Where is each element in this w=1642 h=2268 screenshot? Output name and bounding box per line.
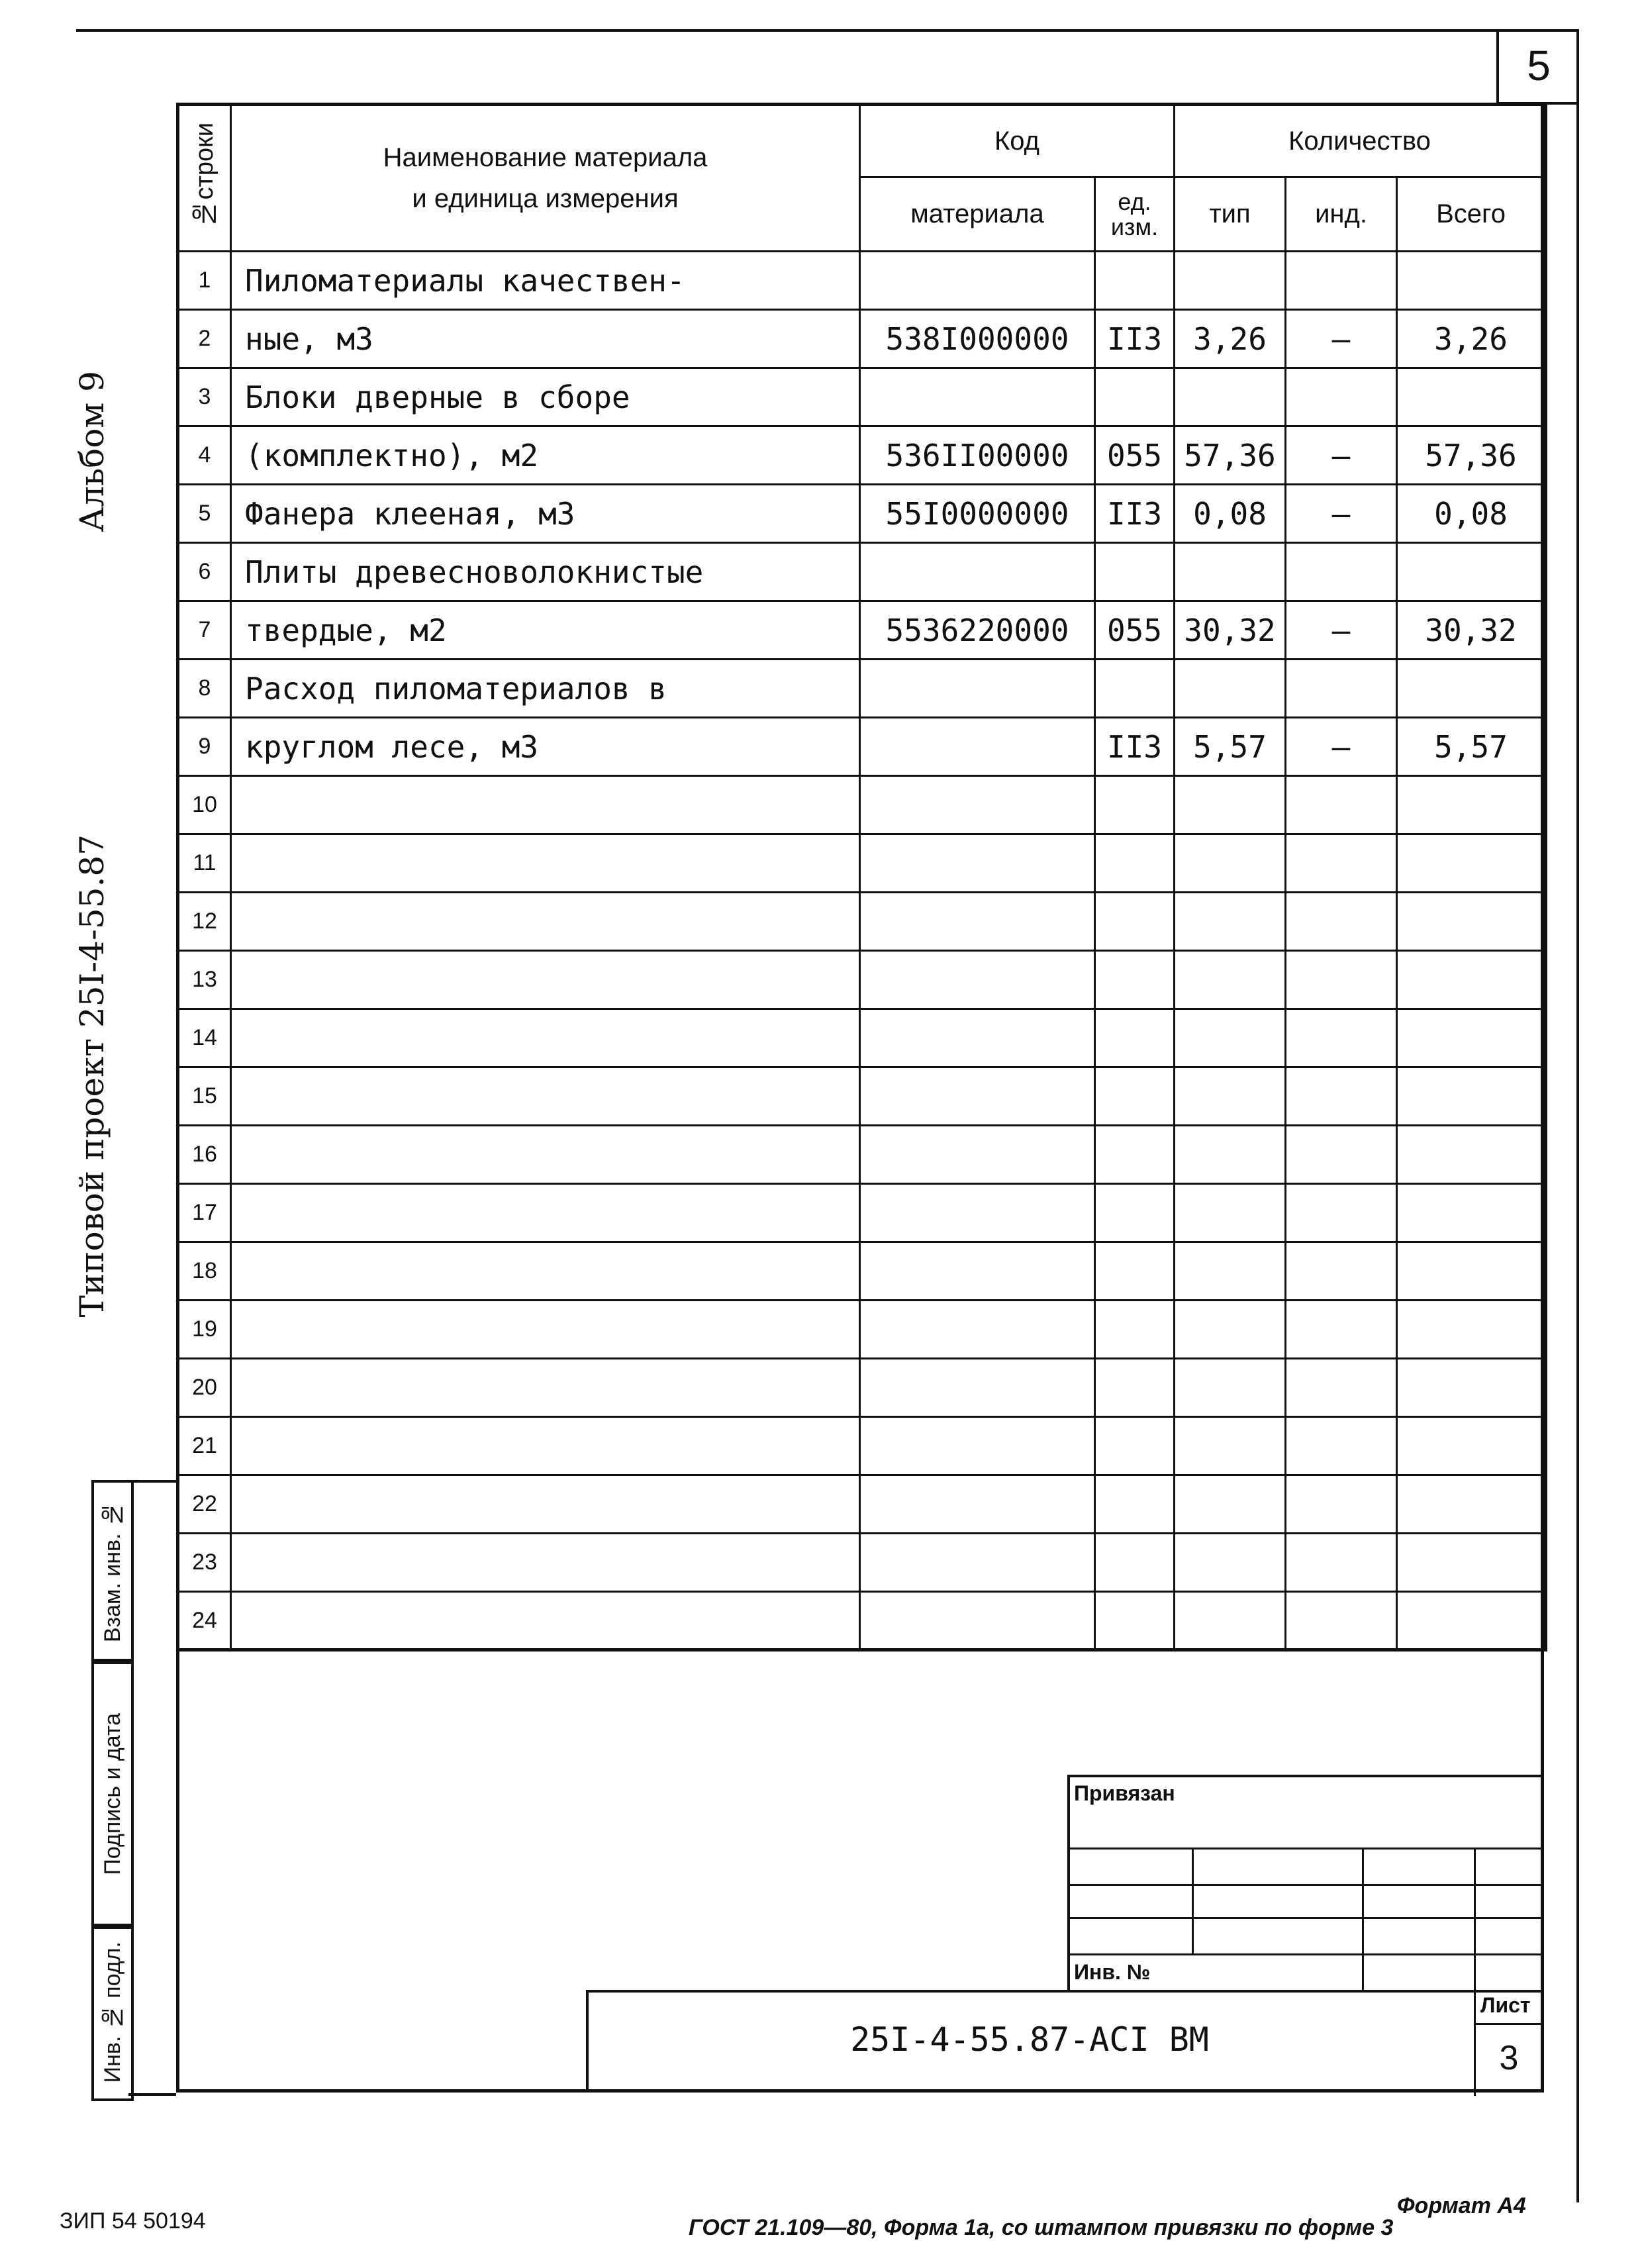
sheet-label: Лист [1480,1993,1531,2017]
header-row-no: №строки [178,105,231,252]
table-row [178,893,1546,951]
row-number-cell: 18 [178,1242,231,1301]
table-row [178,1592,1546,1650]
total-quantity-cell: 5,57 [1397,718,1546,776]
title-block-left-line [586,1990,589,2093]
type-quantity-cell [1175,893,1286,951]
table-row [178,1184,1546,1242]
material-name-cell: (комплектно), м2 [231,426,860,485]
ind-quantity-cell [1286,252,1397,310]
row-number-cell: 20 [178,1359,231,1417]
material-code-cell [860,1359,1095,1417]
table-row [178,1417,1546,1475]
table-row [178,1359,1546,1417]
material-code-cell: 538I000000 [860,310,1095,368]
material-code-cell [860,1592,1095,1650]
total-quantity-cell [1397,660,1546,718]
unit-code-cell [1095,252,1175,310]
total-quantity-cell [1397,1184,1546,1242]
ind-quantity-cell [1286,368,1397,426]
total-quantity-cell [1397,834,1546,893]
header-name: Наименование материала и единица измерения [231,105,860,252]
material-name-cell: твердые, м2 [231,601,860,660]
row-number-cell: 19 [178,1301,231,1359]
row-number-cell: 23 [178,1534,231,1592]
material-name-cell [231,1126,860,1184]
ind-quantity-cell [1286,1359,1397,1417]
material-code-cell [860,893,1095,951]
row-number-cell: 7 [178,601,231,660]
unit-code-cell [1095,1126,1175,1184]
row-number-cell: 24 [178,1592,231,1650]
ind-quantity-cell: – [1286,601,1397,660]
project-label: Типовой проект 25I-4-55.87 [73,834,111,1318]
ind-quantity-cell: – [1286,426,1397,485]
type-quantity-cell [1175,776,1286,834]
table-row [178,1301,1546,1359]
material-name-cell [231,1301,860,1359]
type-quantity-cell [1175,1301,1286,1359]
total-quantity-cell [1397,1592,1546,1650]
total-quantity-cell [1397,1301,1546,1359]
total-quantity-cell [1397,368,1546,426]
material-code-cell [860,543,1095,601]
ind-quantity-cell [1286,1301,1397,1359]
table-row [178,1009,1546,1067]
material-code-cell [860,1475,1095,1534]
type-quantity-cell [1175,1592,1286,1650]
row-number-cell: 13 [178,951,231,1009]
sheet-number: 3 [1499,2038,1519,2077]
material-code-cell [860,1417,1095,1475]
row-number-cell: 5 [178,485,231,543]
unit-code-cell: 055 [1095,601,1175,660]
type-quantity-cell [1175,1475,1286,1534]
unit-code-cell [1095,1592,1175,1650]
ind-quantity-cell [1286,1126,1397,1184]
total-quantity-cell [1397,893,1546,951]
row-number-cell: 6 [178,543,231,601]
table-row [178,601,1546,660]
material-name-cell: Плиты древесноволокнистые [231,543,860,601]
total-quantity-cell [1397,1417,1546,1475]
type-quantity-cell [1175,1242,1286,1301]
material-code-cell: 536II00000 [860,426,1095,485]
stamp-row-line-1 [1067,1848,1544,1849]
ind-quantity-cell: – [1286,485,1397,543]
table-row [178,1475,1546,1534]
row-number-cell: 11 [178,834,231,893]
total-quantity-cell: 0,08 [1397,485,1546,543]
total-quantity-cell [1397,543,1546,601]
material-name-cell [231,1242,860,1301]
bound-label: Привязан [1074,1781,1175,1805]
material-code-cell [860,368,1095,426]
inv-original-field: Инв. № подл. [91,1924,134,2101]
unit-code-cell: II3 [1095,485,1175,543]
signature-date-field: Подпись и дата [91,1659,134,1929]
table-row [178,660,1546,718]
type-quantity-cell [1175,1067,1286,1126]
unit-code-cell [1095,1475,1175,1534]
strip-connector-bottom [128,2093,176,2096]
total-quantity-cell [1397,1009,1546,1067]
type-quantity-cell [1175,1534,1286,1592]
type-quantity-cell: 0,08 [1175,485,1286,543]
ind-quantity-cell [1286,1184,1397,1242]
table-row [178,1126,1546,1184]
material-code-cell [860,1009,1095,1067]
stamp-top-line [1067,1775,1544,1777]
material-code-cell: 5536220000 [860,601,1095,660]
album-label: Альбом 9 [73,371,111,532]
total-quantity-cell [1397,776,1546,834]
material-code-cell [860,951,1095,1009]
stamp-row-line-4 [1067,1953,1544,1955]
total-quantity-cell: 57,36 [1397,426,1546,485]
ind-quantity-cell [1286,1009,1397,1067]
table-row [178,776,1546,834]
stamp-row-line-3 [1067,1917,1544,1919]
material-name-cell [231,951,860,1009]
total-quantity-cell [1397,1475,1546,1534]
materials-table [176,103,1547,1652]
document-code: 25I-4-55.87-АСI ВМ [850,2020,1209,2059]
row-number-cell: 10 [178,776,231,834]
material-name-cell: ные, м3 [231,310,860,368]
row-number-cell: 22 [178,1475,231,1534]
total-quantity-cell [1397,1242,1546,1301]
ind-quantity-cell [1286,1534,1397,1592]
ind-quantity-cell: – [1286,718,1397,776]
row-number-cell: 2 [178,310,231,368]
row-number-cell: 9 [178,718,231,776]
strip-connector-top [128,1480,176,1483]
header-quantity: Количество [1175,105,1546,177]
stamp-col-line-1 [1192,1848,1194,1953]
type-quantity-cell [1175,660,1286,718]
type-quantity-cell [1175,1009,1286,1067]
row-number-cell: 3 [178,368,231,426]
unit-code-cell [1095,1417,1175,1475]
ind-quantity-cell [1286,1417,1397,1475]
unit-code-cell: II3 [1095,718,1175,776]
material-code-cell [860,252,1095,310]
table-row [178,252,1546,310]
table-row [178,1067,1546,1126]
material-name-cell [231,1475,860,1534]
table-row [178,426,1546,485]
material-code-cell [860,718,1095,776]
total-quantity-cell [1397,1126,1546,1184]
material-code-cell [860,1126,1095,1184]
total-quantity-cell [1397,1359,1546,1417]
table-row [178,310,1546,368]
row-number-cell: 4 [178,426,231,485]
material-name-cell [231,1009,860,1067]
ind-quantity-cell [1286,1067,1397,1126]
row-number-cell: 21 [178,1417,231,1475]
total-quantity-cell: 30,32 [1397,601,1546,660]
row-number-cell: 1 [178,252,231,310]
total-quantity-cell: 3,26 [1397,310,1546,368]
inv-no-label: Инв. № [1074,1960,1151,1984]
unit-code-cell [1095,368,1175,426]
ind-quantity-cell [1286,1242,1397,1301]
type-quantity-cell [1175,1126,1286,1184]
material-code-cell [860,1067,1095,1126]
format-label: Формат А4 [1397,2193,1526,2218]
unit-code-cell [1095,543,1175,601]
material-name-cell [231,893,860,951]
type-quantity-cell: 5,57 [1175,718,1286,776]
material-name-cell: Расход пиломатериалов в [231,660,860,718]
header-material: материала [860,177,1095,252]
type-quantity-cell: 30,32 [1175,601,1286,660]
material-name-cell [231,1534,860,1592]
unit-code-cell [1095,776,1175,834]
header-unit: ед. изм. [1095,177,1175,252]
unit-code-cell [1095,1067,1175,1126]
material-name-cell: круглом лесе, м3 [231,718,860,776]
type-quantity-cell [1175,543,1286,601]
ind-quantity-cell [1286,1475,1397,1534]
unit-code-cell [1095,1009,1175,1067]
sheet-divider-line [1474,2023,1544,2025]
material-code-cell [860,1242,1095,1301]
table-row [178,368,1546,426]
row-number-cell: 15 [178,1067,231,1126]
material-name-cell [231,776,860,834]
material-name-cell [231,1592,860,1650]
ind-quantity-cell [1286,776,1397,834]
unit-code-cell [1095,1301,1175,1359]
material-code-cell [860,834,1095,893]
type-quantity-cell [1175,252,1286,310]
material-name-cell [231,1067,860,1126]
type-quantity-cell: 57,36 [1175,426,1286,485]
material-code-cell: 55I0000000 [860,485,1095,543]
header-type: тип [1175,177,1286,252]
type-quantity-cell: 3,26 [1175,310,1286,368]
stamp-left-line [1067,1775,1070,1990]
frame-top-line [76,29,1579,32]
material-name-cell: Фанера клееная, м3 [231,485,860,543]
ind-quantity-cell [1286,951,1397,1009]
type-quantity-cell [1175,1359,1286,1417]
type-quantity-cell [1175,834,1286,893]
unit-code-cell [1095,1242,1175,1301]
material-name-cell [231,834,860,893]
row-number-cell: 17 [178,1184,231,1242]
ind-quantity-cell [1286,893,1397,951]
total-quantity-cell [1397,951,1546,1009]
total-quantity-cell [1397,1067,1546,1126]
total-quantity-cell [1397,1534,1546,1592]
ind-quantity-cell [1286,1592,1397,1650]
unit-code-cell [1095,834,1175,893]
row-number-cell: 14 [178,1009,231,1067]
frame-right-line [1576,29,1579,2202]
material-name-cell [231,1359,860,1417]
material-name-cell [231,1417,860,1475]
ind-quantity-cell [1286,543,1397,601]
unit-code-cell [1095,893,1175,951]
material-code-cell [860,1301,1095,1359]
material-name-cell: Пиломатериалы качествен- [231,252,860,310]
material-code-cell [860,1534,1095,1592]
header-code: Код [860,105,1175,177]
table-row [178,1534,1546,1592]
type-quantity-cell [1175,1417,1286,1475]
material-name-cell [231,1184,860,1242]
unit-code-cell [1095,1359,1175,1417]
unit-code-cell [1095,660,1175,718]
gost-label: ГОСТ 21.109—80, Форма 1а, со штампом привязки по форме 3 [689,2215,1394,2240]
stamp-row-line-2 [1067,1884,1544,1886]
row-number-cell: 16 [178,1126,231,1184]
table-row [178,485,1546,543]
material-code-cell [860,660,1095,718]
unit-code-cell: II3 [1095,310,1175,368]
total-quantity-cell [1397,252,1546,310]
unit-code-cell [1095,1184,1175,1242]
unit-code-cell [1095,1534,1175,1592]
ind-quantity-cell [1286,834,1397,893]
footer-left-code: ЗИП 54 50194 [60,2208,206,2234]
type-quantity-cell [1175,951,1286,1009]
table-row [178,834,1546,893]
type-quantity-cell [1175,368,1286,426]
table-row [178,543,1546,601]
table-row [178,1242,1546,1301]
header-ind: инд. [1286,177,1397,252]
material-code-cell [860,1184,1095,1242]
unit-code-cell [1095,951,1175,1009]
replace-inv-field: Взам. инв. № [91,1480,134,1664]
header-total: Всего [1397,177,1546,252]
ind-quantity-cell: – [1286,310,1397,368]
ind-quantity-cell [1286,660,1397,718]
material-code-cell [860,776,1095,834]
row-number-cell: 8 [178,660,231,718]
row-number-cell: 12 [178,893,231,951]
table-row [178,951,1546,1009]
material-name-cell: Блоки дверные в сборе [231,368,860,426]
stamp-col-line-2 [1362,1848,1364,1990]
type-quantity-cell [1175,1184,1286,1242]
page-number: 5 [1496,29,1578,105]
unit-code-cell: 055 [1095,426,1175,485]
table-row [178,718,1546,776]
